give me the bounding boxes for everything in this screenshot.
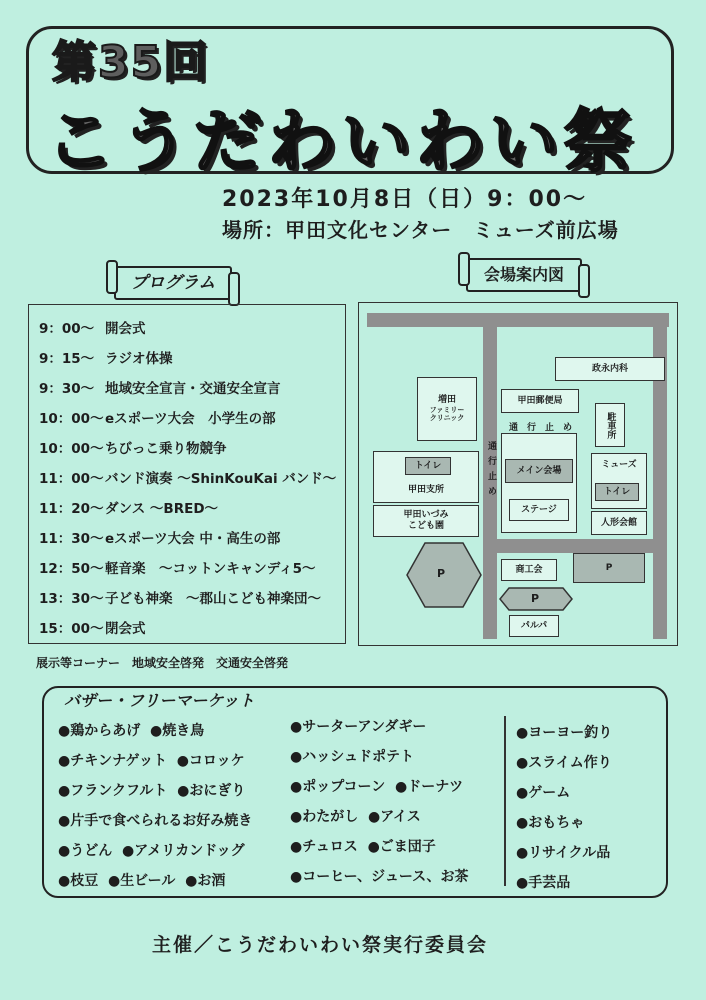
program-event: 開会式 [105,321,146,337]
bazaar-item: 片手で食べられるお好み焼き [70,813,253,829]
no-traffic-vertical: 通行止め [486,441,496,501]
map-banner: 会場案内図 [466,258,582,292]
program-row [39,527,280,547]
bullet-icon: ● [516,875,529,891]
bullet-icon: ● [290,719,303,735]
program-row [39,497,218,517]
program-time: 10：00～ [39,411,104,427]
shokokai: 商工会 [501,559,557,581]
izumi-label-2: こども園 [407,521,444,531]
bazaar-item: 枝豆 [70,873,99,889]
bullet-icon: ● [58,873,71,889]
bazaar-item: チキンナゲット [70,753,167,769]
program-time: 10：00～ [39,441,104,457]
program-event: 地域安全宣言・交通安全宣言 [105,381,281,397]
bullet-icon: ● [290,839,303,855]
program-time: 13：30～ [39,591,104,607]
bazaar-item: サーターアンダギー [302,719,427,735]
bazaar-item: ドーナツ [407,779,464,795]
bullet-icon: ● [58,843,71,859]
bullet-icon: ● [185,873,198,889]
muse-hall: ミューズ [591,453,647,509]
bazaar-item: 鶏からあげ [70,723,141,739]
bazaar-item: スライム作り [528,755,612,771]
bazaar-item: ごま団子 [379,839,436,855]
masunaga-clinic: 政永内科 [555,357,665,381]
masuda-label: 増田 [437,395,456,406]
program-event: 軽音楽 ～コットンキャンディ5～ [105,561,316,577]
program-time: 15：00～ [39,621,104,637]
program-event: 子ども神楽 ～郡山こども神楽団～ [105,591,321,607]
event-venue: 場所：甲田文化センター ミューズ前広場 [222,218,619,242]
program-banner: プログラム [114,266,232,300]
bullet-icon: ● [395,779,408,795]
parking-1-label: P [437,567,446,580]
bullet-icon: ● [58,783,71,799]
post-office: 甲田郵便局 [501,389,579,413]
bullet-icon: ● [516,845,529,861]
program-row [39,437,227,457]
bullet-icon: ● [58,753,71,769]
doll-hall: 人形会館 [591,511,647,535]
program-time: 11：20～ [39,501,104,517]
no-traffic-horizontal: 通 行 止 め [509,423,573,433]
bazaar-row [516,752,612,772]
program-row [39,557,316,577]
bullet-icon: ● [516,785,529,801]
bazaar-row [516,872,570,892]
parking-3-label: P [531,592,540,605]
bullet-icon: ● [58,813,71,829]
bullet-icon: ● [367,809,381,825]
bazaar-item: アイス [380,809,421,825]
bazaar-row [58,720,204,740]
program-row [39,617,146,637]
bullet-icon: ● [290,779,303,795]
bazaar-divider [504,716,506,886]
program-event: ラジオ体操 [105,351,173,367]
bazaar-item: ハッシュドポテト [302,749,414,765]
bazaar-row [516,842,610,862]
parking-2: P [573,553,645,583]
program-time: 9：30～ [39,381,95,397]
bazaar-item: おにぎり [189,783,246,799]
bullet-icon: ● [516,815,529,831]
izumi-kindergarten [373,505,479,537]
bullet-icon: ● [290,869,303,885]
edition-number: 第35回 [52,37,210,88]
program-event: eスポーツ大会 小学生の部 [105,411,276,427]
bazaar-row [290,746,414,766]
bullet-icon: ● [58,723,71,739]
program-row [39,587,321,607]
bazaar-item: おもちゃ [528,815,585,831]
bullet-icon: ● [176,753,189,769]
bazaar-row [290,716,426,736]
program-time: 11：30～ [39,531,104,547]
bazaar-row [58,810,252,830]
toilet-2: トイレ [595,483,639,501]
masuda-clinic [417,377,477,441]
bazaar-row [516,812,584,832]
program-time: 9：00～ [39,321,95,337]
bazaar-row [290,866,469,886]
bullet-icon: ● [516,755,529,771]
bullet-icon: ● [107,873,121,889]
program-row [39,407,276,427]
bullet-icon: ● [290,809,303,825]
exhibit-note: 展示等コーナー 地域安全啓発 交通安全啓発 [36,656,289,670]
bazaar-item: 手芸品 [528,875,571,891]
parking-lot-label: 駐車所 [595,403,625,447]
main-venue: メイン会場 [505,459,573,483]
bazaar-item: コロッケ [188,753,245,769]
bazaar-item: 焼き鳥 [162,723,205,739]
program-time: 9：15～ [39,351,95,367]
road [367,313,669,327]
bazaar-item: ポップコーン [302,779,386,795]
stage: ステージ [509,499,569,521]
event-datetime: 2023年10月8日（日）9：00～ [222,187,588,212]
program-row [39,317,146,337]
paruparu: パルパ [509,615,559,637]
bazaar-row [58,870,225,890]
bazaar-item: うどん [70,843,113,859]
organizer: 主催／こうだわいわい祭実行委員会 [152,934,489,956]
bazaar-item: 生ビール [120,873,176,889]
program-time: 11：00～ [39,471,104,487]
bazaar-row [290,776,463,796]
program-event: ダンス ～BRED～ [105,501,219,517]
bazaar-row [516,722,612,742]
bazaar-item: リサイクル品 [528,845,611,861]
bazaar-item: わたがし [302,809,359,825]
bullet-icon: ● [121,843,135,859]
izumi-label-1: 甲田いづみ [403,510,449,521]
bazaar-item: ヨーヨー釣り [528,725,613,741]
bazaar-title: バザー・フリーマーケット [64,691,255,710]
bazaar-row [58,840,245,860]
toilet-1: トイレ [405,457,451,475]
program-box [28,304,346,644]
family-label: ファミリー [429,406,465,414]
bullet-icon: ● [367,839,380,855]
program-event: バンド演奏 ～ShinKouKai バンド～ [105,471,337,487]
bullet-icon: ● [516,725,529,741]
program-event: ちびっこ乗り物競争 [105,441,227,457]
bazaar-row [58,780,245,800]
program-row [39,347,173,367]
bullet-icon: ● [290,749,303,765]
bazaar-item: ゲーム [528,785,571,801]
bazaar-item: お酒 [197,873,226,889]
bazaar-row [290,806,421,826]
bazaar-item: チュロス [302,839,358,855]
bazaar-row [516,782,570,802]
bullet-icon: ● [177,783,190,799]
venue-map [358,302,678,646]
program-event: eスポーツ大会 中・高生の部 [105,531,281,547]
program-row [39,377,281,397]
clinic-label: クリニック [429,414,465,423]
program-row [39,467,336,487]
road [483,539,667,553]
program-event: 閉会式 [105,621,146,637]
bazaar-row [290,836,436,856]
bazaar-row [58,750,245,770]
bazaar-item: フランクフルト [70,783,168,799]
bullet-icon: ● [149,723,163,739]
program-time: 12：50～ [39,561,104,577]
festival-name: こうだわいわい祭 [46,103,639,182]
bazaar-item: アメリカンドッグ [134,843,245,859]
branch-office: 甲田支所 [373,451,479,503]
bazaar-item: コーヒー、ジュース、お茶 [302,869,469,885]
